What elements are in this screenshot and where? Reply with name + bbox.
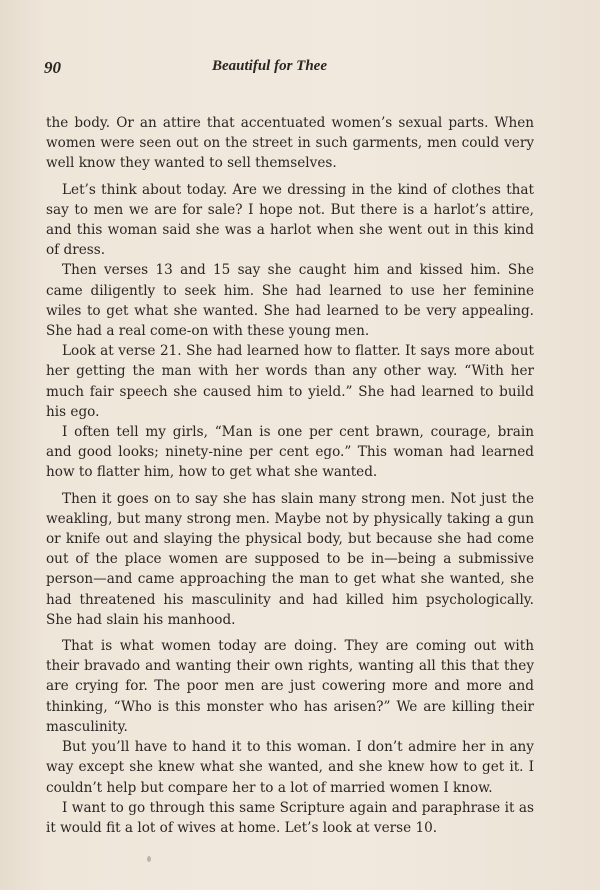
paragraph: I often tell my girls, “Man is one per cent brawn, courage, brain and good looks; ninety-nine per cent ego.” This woman had learned how to flatter him, how to get what she wanted.: [46, 424, 534, 481]
paragraph: Then it goes on to say she has slain many strong men. Not just the weakling, but many strong men. Maybe not by physically taking a gun or knife out and slaying the physical body, but because she had come out of the place women are supposed to be in—being a submissive person—and came approaching the man to get what she wanted, she had threatened his masculinity and had killed him psychologically. She had slain his manhood.: [46, 490, 534, 628]
paragraph: Look at verse 21. She had learned how to flatter. It says more about her getting the man with her words than any other way. “With her much fair speech she caused him to yield.” She had learned to build his ego.: [46, 343, 534, 420]
paragraph: the body. Or an attire that accentuated women’s sexual parts. When women were seen out on the street in such garments, men could very well know they wanted to sell themselves.: [46, 115, 534, 172]
body-text: [46, 113, 534, 838]
paragraph: I want to go through this same Scripture again and paraphrase it as it would fit a lot of wives at home. Let’s look at verse 10.: [46, 799, 534, 836]
paragraph: That is what women today are doing. They are coming out with their bravado and wanting their own rights, wanting all this that they are crying for. The poor men are just cowering more and more and thinking, “Who is this monster who has arisen?” We are killing their masculinity.: [46, 638, 534, 735]
running-title: Beautiful for Thee: [212, 58, 327, 74]
page-smudge: [147, 856, 151, 862]
page-number: 90: [44, 58, 61, 77]
page-header: [44, 58, 544, 82]
paragraph: Then verses 13 and 15 say she caught him and kissed him. She came diligently to seek him. She had learned to use her feminine wiles to get what she wanted. She had learned to be very appealing. She had a real come-on with these young men.: [46, 262, 534, 340]
paragraph: But you’ll have to hand it to this woman. I don’t admire her in any way except she knew what she wanted, and she knew how to get it. I couldn’t help but compare her to a lot of married women I know.: [46, 739, 534, 796]
paragraph: Let’s think about today. Are we dressing in the kind of clothes that say to men we are for sale? I hope not. But there is a harlot’s attire, and this woman said she was a harlot when she went out in this kind of dress.: [46, 181, 534, 259]
